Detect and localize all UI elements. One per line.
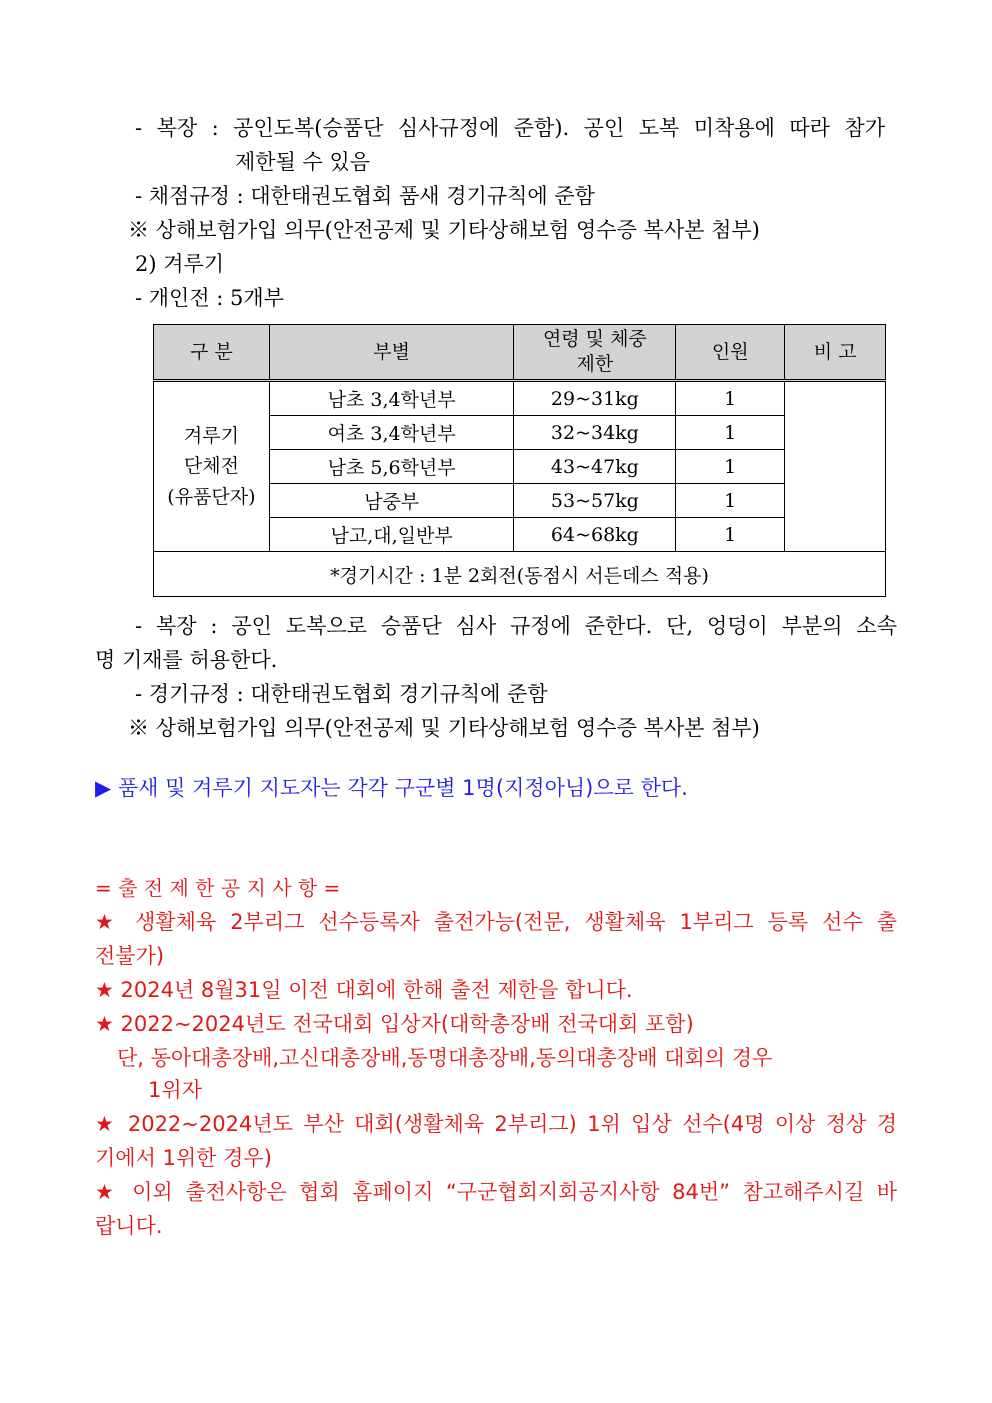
division-cell: 남초 5,6학년부 <box>269 450 514 484</box>
notice-item-4: ★ 2022~2024년도 부산 대회(생활체육 2부리그) 1위 입상 선수(4명 이상 정상 경 <box>95 1112 897 1136</box>
count-cell: 1 <box>676 518 785 552</box>
notice-item-2: ★ 2024년 8월31일 이전 대회에 한해 출전 제한을 합니다. <box>95 978 633 1002</box>
header-remarks: 비 고 <box>785 325 886 381</box>
count-cell: 1 <box>676 416 785 450</box>
weight-cell: 53~57kg <box>514 484 676 518</box>
header-limit: 연령 및 체중 제한 <box>514 325 676 381</box>
notice-item-1-cont: 전불가) <box>95 944 165 968</box>
count-cell: 1 <box>676 381 785 416</box>
weight-cell: 64~68kg <box>514 518 676 552</box>
notice-item-1: ★ 생활체육 2부리그 선수등록자 출전가능(전문, 생활체육 1부리그 등록 선수 출 <box>95 910 897 934</box>
remarks-cell <box>785 381 886 552</box>
table-row <box>154 381 886 416</box>
weight-cell: 32~34kg <box>514 416 676 450</box>
notice-item-5-cont: 랍니다. <box>95 1214 163 1238</box>
notice-item-4-cont: 기에서 1위한 경우) <box>95 1146 272 1170</box>
competition-rule-line: - 경기규정 : 대한태권도협회 경기규칙에 준함 <box>135 682 548 706</box>
header-division: 부별 <box>269 325 514 381</box>
dress-rule-line-cont: 제한될 수 있음 <box>235 150 371 174</box>
match-time-note: *경기시간 : 1분 2회전(동점시 서든데스 적용) <box>154 552 886 597</box>
individual-event-line: - 개인전 : 5개부 <box>135 286 284 310</box>
notice-item-3-exception-cont: 1위자 <box>148 1078 202 1102</box>
header-category: 구 분 <box>154 325 270 381</box>
count-cell: 1 <box>676 450 785 484</box>
division-cell: 남고,대,일반부 <box>269 518 514 552</box>
count-cell: 1 <box>676 484 785 518</box>
weight-cell: 43~47kg <box>514 450 676 484</box>
insurance-note-2: ※ 상해보험가입 의무(안전공제 및 기타상해보험 영수증 복사본 첨부) <box>128 716 760 740</box>
table-header-row <box>154 325 886 381</box>
insurance-note: ※ 상해보험가입 의무(안전공제 및 기타상해보험 영수증 복사본 첨부) <box>128 218 760 242</box>
notice-title: = 출 전 제 한 공 지 사 항 = <box>95 876 341 900</box>
notice-item-3-exception: 단, 동아대총장배,고신대총장배,동명대총장배,동의대총장배 대회의 경우 <box>117 1046 773 1070</box>
table-note-row <box>154 552 886 597</box>
scoring-rule-line: - 채점규정 : 대한태권도협회 품새 경기규칙에 준함 <box>135 184 595 208</box>
header-count: 인원 <box>676 325 785 381</box>
weight-cell: 29~31kg <box>514 381 676 416</box>
division-cell: 여초 3,4학년부 <box>269 416 514 450</box>
sparring-dress-rule-cont: 명 기재를 허용한다. <box>95 648 278 672</box>
section-heading-kyorugi: 2) 겨루기 <box>135 252 225 276</box>
notice-item-3: ★ 2022~2024년도 전국대회 입상자(대학총장배 전국대회 포함) <box>95 1012 694 1036</box>
division-cell: 남초 3,4학년부 <box>269 381 514 416</box>
division-cell: 남중부 <box>269 484 514 518</box>
division-table <box>153 324 886 597</box>
coach-notice: ▶ 품새 및 겨루기 지도자는 각각 구군별 1명(지정아님)으로 한다. <box>95 776 688 800</box>
group-label-cell: 겨루기 단체전 (유품단자) <box>154 381 270 552</box>
dress-rule-line: - 복장 : 공인도복(승품단 심사규정에 준함). 공인 도복 미착용에 따라 참가 <box>135 116 885 140</box>
notice-item-5: ★ 이외 출전사항은 협회 홈페이지 “구군협회지회공지사항 84번” 참고해주시길 바 <box>95 1180 897 1204</box>
sparring-dress-rule: - 복장 : 공인 도복으로 승품단 심사 규정에 준한다. 단, 엉덩이 부분의 소속 <box>135 614 897 638</box>
